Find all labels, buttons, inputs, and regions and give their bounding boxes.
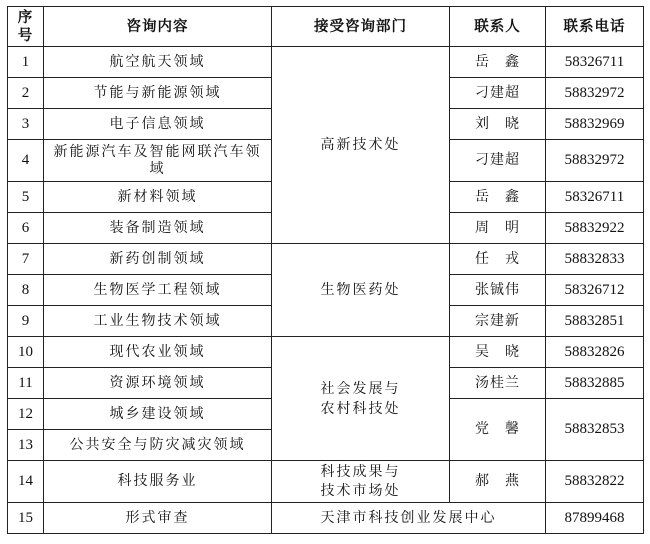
row-phone: 58832853 <box>546 399 644 461</box>
row-contact: 岳 鑫 <box>450 47 546 78</box>
row-phone: 58832851 <box>546 306 644 337</box>
row-content: 电子信息领域 <box>44 109 272 140</box>
header-dept: 接受咨询部门 <box>272 7 450 47</box>
row-contact: 周 明 <box>450 213 546 244</box>
row-phone: 58832885 <box>546 368 644 399</box>
row-phone: 58832822 <box>546 461 644 503</box>
row-seq: 1 <box>8 47 44 78</box>
row-phone: 87899468 <box>546 503 644 534</box>
row-contact: 刁建超 <box>450 140 546 182</box>
row-content: 形式审查 <box>44 503 272 534</box>
row-seq: 5 <box>8 182 44 213</box>
row-content: 新能源汽车及智能网联汽车领域 <box>44 140 272 182</box>
row-seq: 13 <box>8 430 44 461</box>
header-row <box>8 7 644 47</box>
consultation-table-wrapper <box>7 6 644 534</box>
consultation-table <box>7 6 644 534</box>
row-phone: 58832833 <box>546 244 644 275</box>
header-content: 咨询内容 <box>44 7 272 47</box>
dept-hightech: 高新技术处 <box>272 47 450 244</box>
row-phone: 58326711 <box>546 47 644 78</box>
row-contact: 党 馨 <box>450 399 546 461</box>
header-seq: 序 号 <box>8 7 44 47</box>
row-contact: 郝 燕 <box>450 461 546 503</box>
dept-achievement: 科技成果与 技术市场处 <box>272 461 450 503</box>
table-row <box>8 244 644 275</box>
row-seq: 8 <box>8 275 44 306</box>
row-contact: 张铖伟 <box>450 275 546 306</box>
table-row <box>8 47 644 78</box>
dept-center: 天津市科技创业发展中心 <box>272 503 546 534</box>
row-content: 节能与新能源领域 <box>44 78 272 109</box>
dept-social: 社会发展与 农村科技处 <box>272 337 450 461</box>
row-seq: 11 <box>8 368 44 399</box>
row-phone: 58326711 <box>546 182 644 213</box>
row-seq: 7 <box>8 244 44 275</box>
header-phone: 联系电话 <box>546 7 644 47</box>
dept-biomed: 生物医药处 <box>272 244 450 337</box>
row-phone: 58832972 <box>546 140 644 182</box>
row-content: 现代农业领域 <box>44 337 272 368</box>
row-seq: 9 <box>8 306 44 337</box>
row-contact: 刘 晓 <box>450 109 546 140</box>
row-content: 航空航天领域 <box>44 47 272 78</box>
row-content: 装备制造领域 <box>44 213 272 244</box>
row-content: 城乡建设领域 <box>44 399 272 430</box>
row-contact: 宗建新 <box>450 306 546 337</box>
row-seq: 3 <box>8 109 44 140</box>
row-contact: 岳 鑫 <box>450 182 546 213</box>
row-seq: 2 <box>8 78 44 109</box>
row-contact: 任 戎 <box>450 244 546 275</box>
row-phone: 58832922 <box>546 213 644 244</box>
row-seq: 10 <box>8 337 44 368</box>
row-content: 资源环境领域 <box>44 368 272 399</box>
row-seq: 15 <box>8 503 44 534</box>
row-contact: 汤桂兰 <box>450 368 546 399</box>
table-row <box>8 337 644 368</box>
row-seq: 14 <box>8 461 44 503</box>
header-contact: 联系人 <box>450 7 546 47</box>
row-content: 公共安全与防灾减灾领域 <box>44 430 272 461</box>
row-seq: 12 <box>8 399 44 430</box>
row-seq: 4 <box>8 140 44 182</box>
table-row <box>8 461 644 503</box>
row-content: 新材料领域 <box>44 182 272 213</box>
row-content: 新药创制领域 <box>44 244 272 275</box>
row-content: 科技服务业 <box>44 461 272 503</box>
row-seq: 6 <box>8 213 44 244</box>
table-row <box>8 503 644 534</box>
row-content: 生物医学工程领域 <box>44 275 272 306</box>
row-phone: 58326712 <box>546 275 644 306</box>
row-contact: 刁建超 <box>450 78 546 109</box>
row-phone: 58832969 <box>546 109 644 140</box>
row-phone: 58832826 <box>546 337 644 368</box>
row-contact: 吴 晓 <box>450 337 546 368</box>
row-phone: 58832972 <box>546 78 644 109</box>
row-content: 工业生物技术领域 <box>44 306 272 337</box>
